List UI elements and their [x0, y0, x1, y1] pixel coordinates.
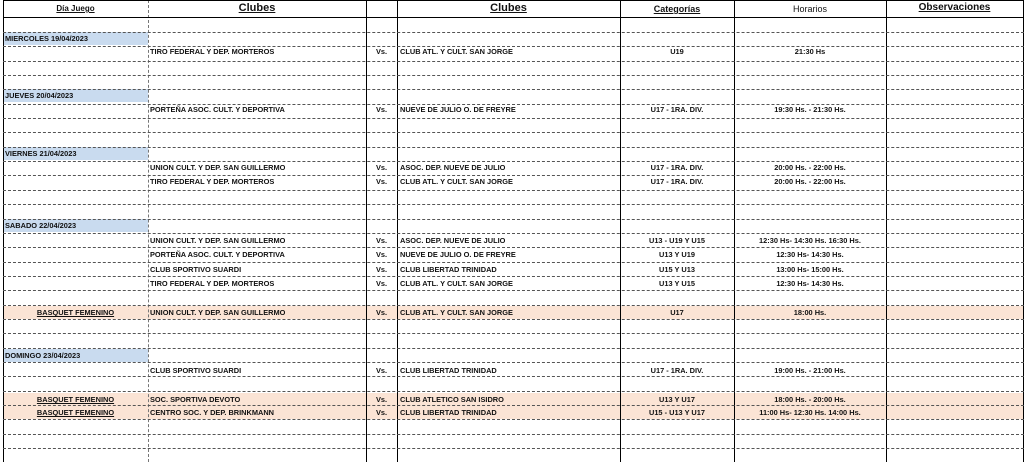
time: 20:00 Hs. - 22:00 Hs. [774, 163, 846, 172]
grid-line [3, 118, 1024, 119]
grid-line [3, 204, 1024, 205]
vs-label: Vs. [375, 177, 388, 186]
away-club: CLUB ATL. Y CULT. SAN JORGE [400, 308, 513, 317]
header-schedules: Horarios [792, 4, 827, 14]
home-club: CLUB SPORTIVO SUARDI [150, 366, 242, 375]
vs-label: Vs. [375, 250, 388, 259]
match-row [0, 306, 1024, 319]
grid-line [3, 132, 1024, 133]
time: 18:00 Hs. - 20:00 Hs. [774, 395, 846, 404]
category: U13 Y U17 [659, 395, 695, 404]
time: 18:00 Hs. [793, 308, 827, 317]
away-club: NUEVE DE JULIO O. DE FREYRE [400, 250, 516, 259]
day-label: VIERNES 21/04/2023 [5, 149, 77, 158]
home-club: TIRO FEDERAL Y DEP. MORTEROS [150, 279, 275, 288]
category: U17 - 1RA. DIV. [650, 366, 704, 375]
vs-label: Vs. [375, 265, 388, 274]
vs-label: Vs. [375, 395, 388, 404]
grid-line [3, 247, 1024, 248]
home-club: PORTEÑA ASOC. CULT. Y DEPORTIVA [150, 250, 285, 259]
away-club: CLUB LIBERTAD TRINIDAD [400, 265, 497, 274]
grid-line [3, 319, 1024, 320]
match-row [0, 161, 1024, 174]
header-clubs-home: Clubes [238, 2, 276, 14]
grid-line [3, 61, 1024, 62]
header-day: Día Juego [56, 4, 95, 13]
away-club: CLUB ATLETICO SAN ISIDRO [400, 395, 504, 404]
match-row [0, 406, 1024, 419]
match-row [0, 277, 1024, 290]
vs-label: Vs. [375, 279, 388, 288]
category: U19 [670, 47, 684, 56]
grid-line [3, 147, 1024, 148]
home-club: UNION CULT. Y DEP. SAN GUILLERMO [150, 236, 286, 245]
match-row [0, 234, 1024, 247]
grid-line [3, 104, 1024, 105]
grid-line [3, 219, 1024, 220]
time: 13:00 Hs- 15:00 Hs. [776, 265, 844, 274]
category: U15 Y U13 [659, 265, 695, 274]
grid-line [3, 161, 1024, 162]
home-club: TIRO FEDERAL Y DEP. MORTEROS [150, 47, 275, 56]
grid-line [3, 391, 1024, 392]
grid-line [3, 17, 1024, 18]
header-clubs-away: Clubes [490, 2, 527, 14]
grid-line [3, 0, 1024, 1]
match-row [0, 263, 1024, 276]
match-row [0, 248, 1024, 261]
grid-line [3, 405, 1024, 406]
home-club: CLUB SPORTIVO SUARDI [150, 265, 242, 274]
away-club: CLUB LIBERTAD TRINIDAD [400, 408, 497, 417]
grid-line [3, 75, 1024, 76]
time: 12:30 Hs- 14:30 Hs. [776, 279, 844, 288]
away-club: CLUB LIBERTAD TRINIDAD [400, 366, 497, 375]
category: U13 Y U19 [659, 250, 695, 259]
category: U15 - U13 Y U17 [648, 408, 705, 417]
away-club: ASOC. DEP. NUEVE DE JULIO [400, 236, 506, 245]
time: 11:00 Hs- 12:30 Hs. 14:00 Hs. [759, 408, 861, 417]
category: U17 - 1RA. DIV. [650, 105, 704, 114]
grid-line [3, 89, 1024, 90]
grid-line [3, 290, 1024, 291]
vs-label: Vs. [375, 366, 388, 375]
away-club: CLUB ATL. Y CULT. SAN JORGE [400, 279, 513, 288]
note-basquet-femenino: BASQUET FEMENINO [36, 308, 115, 317]
header-categories: Categorías [653, 4, 701, 14]
grid-line [3, 233, 1024, 234]
grid-line [3, 190, 1024, 191]
home-club: UNION CULT. Y DEP. SAN GUILLERMO [150, 163, 286, 172]
category: U17 - 1RA. DIV. [650, 163, 704, 172]
category: U13 - U19 Y U15 [648, 236, 705, 245]
grid-line [3, 276, 1024, 277]
away-club: NUEVE DE JULIO O. DE FREYRE [400, 105, 516, 114]
home-club: UNION CULT. Y DEP. SAN GUILLERMO [150, 308, 286, 317]
grid-line [3, 175, 1024, 176]
grid-line [3, 419, 1024, 420]
grid-line [3, 448, 1024, 449]
grid-line [3, 262, 1024, 263]
home-club: CENTRO SOC. Y DEP. BRINKMANN [150, 408, 275, 417]
day-label: DOMINGO 23/04/2023 [5, 351, 81, 360]
grid-line [3, 348, 1024, 349]
time: 20:00 Hs. - 22:00 Hs. [774, 177, 846, 186]
grid-line [3, 434, 1024, 435]
away-club: CLUB ATL. Y CULT. SAN JORGE [400, 47, 513, 56]
vs-label: Vs. [375, 47, 388, 56]
time: 12:30 Hs- 14:30 Hs. 16:30 Hs. [759, 236, 861, 245]
vs-label: Vs. [375, 236, 388, 245]
category: U13 Y U15 [659, 279, 695, 288]
grid-line [3, 333, 1024, 334]
category: U17 - 1RA. DIV. [650, 177, 704, 186]
vs-label: Vs. [375, 105, 388, 114]
match-row [0, 175, 1024, 188]
away-club: CLUB ATL. Y CULT. SAN JORGE [400, 177, 513, 186]
note-basquet-femenino: BASQUET FEMENINO [36, 408, 115, 417]
vs-label: Vs. [375, 308, 388, 317]
day-label: SABADO 22/04/2023 [5, 221, 77, 230]
vs-label: Vs. [375, 163, 388, 172]
time: 12:30 Hs- 14:30 Hs. [776, 250, 844, 259]
grid-line [3, 362, 1024, 363]
grid-line [3, 305, 1024, 306]
note-basquet-femenino: BASQUET FEMENINO [36, 395, 115, 404]
grid-line [3, 46, 1024, 47]
time: 19:00 Hs. - 21:00 Hs. [774, 366, 846, 375]
day-label: MIERCOLES 19/04/2023 [5, 34, 88, 43]
day-label: JUEVES 20/04/2023 [5, 91, 74, 100]
home-club: PORTEÑA ASOC. CULT. Y DEPORTIVA [150, 105, 285, 114]
grid-line [3, 376, 1024, 377]
time: 19:30 Hs. - 21:30 Hs. [774, 105, 846, 114]
home-club: TIRO FEDERAL Y DEP. MORTEROS [150, 177, 275, 186]
vs-label: Vs. [375, 408, 388, 417]
header-observations: Observaciones [918, 2, 991, 13]
away-club: ASOC. DEP. NUEVE DE JULIO [400, 163, 506, 172]
grid-line [3, 32, 1024, 33]
category: U17 [670, 308, 684, 317]
time: 21:30 Hs [794, 47, 826, 56]
home-club: SOC. SPORTIVA DEVOTO [150, 395, 241, 404]
